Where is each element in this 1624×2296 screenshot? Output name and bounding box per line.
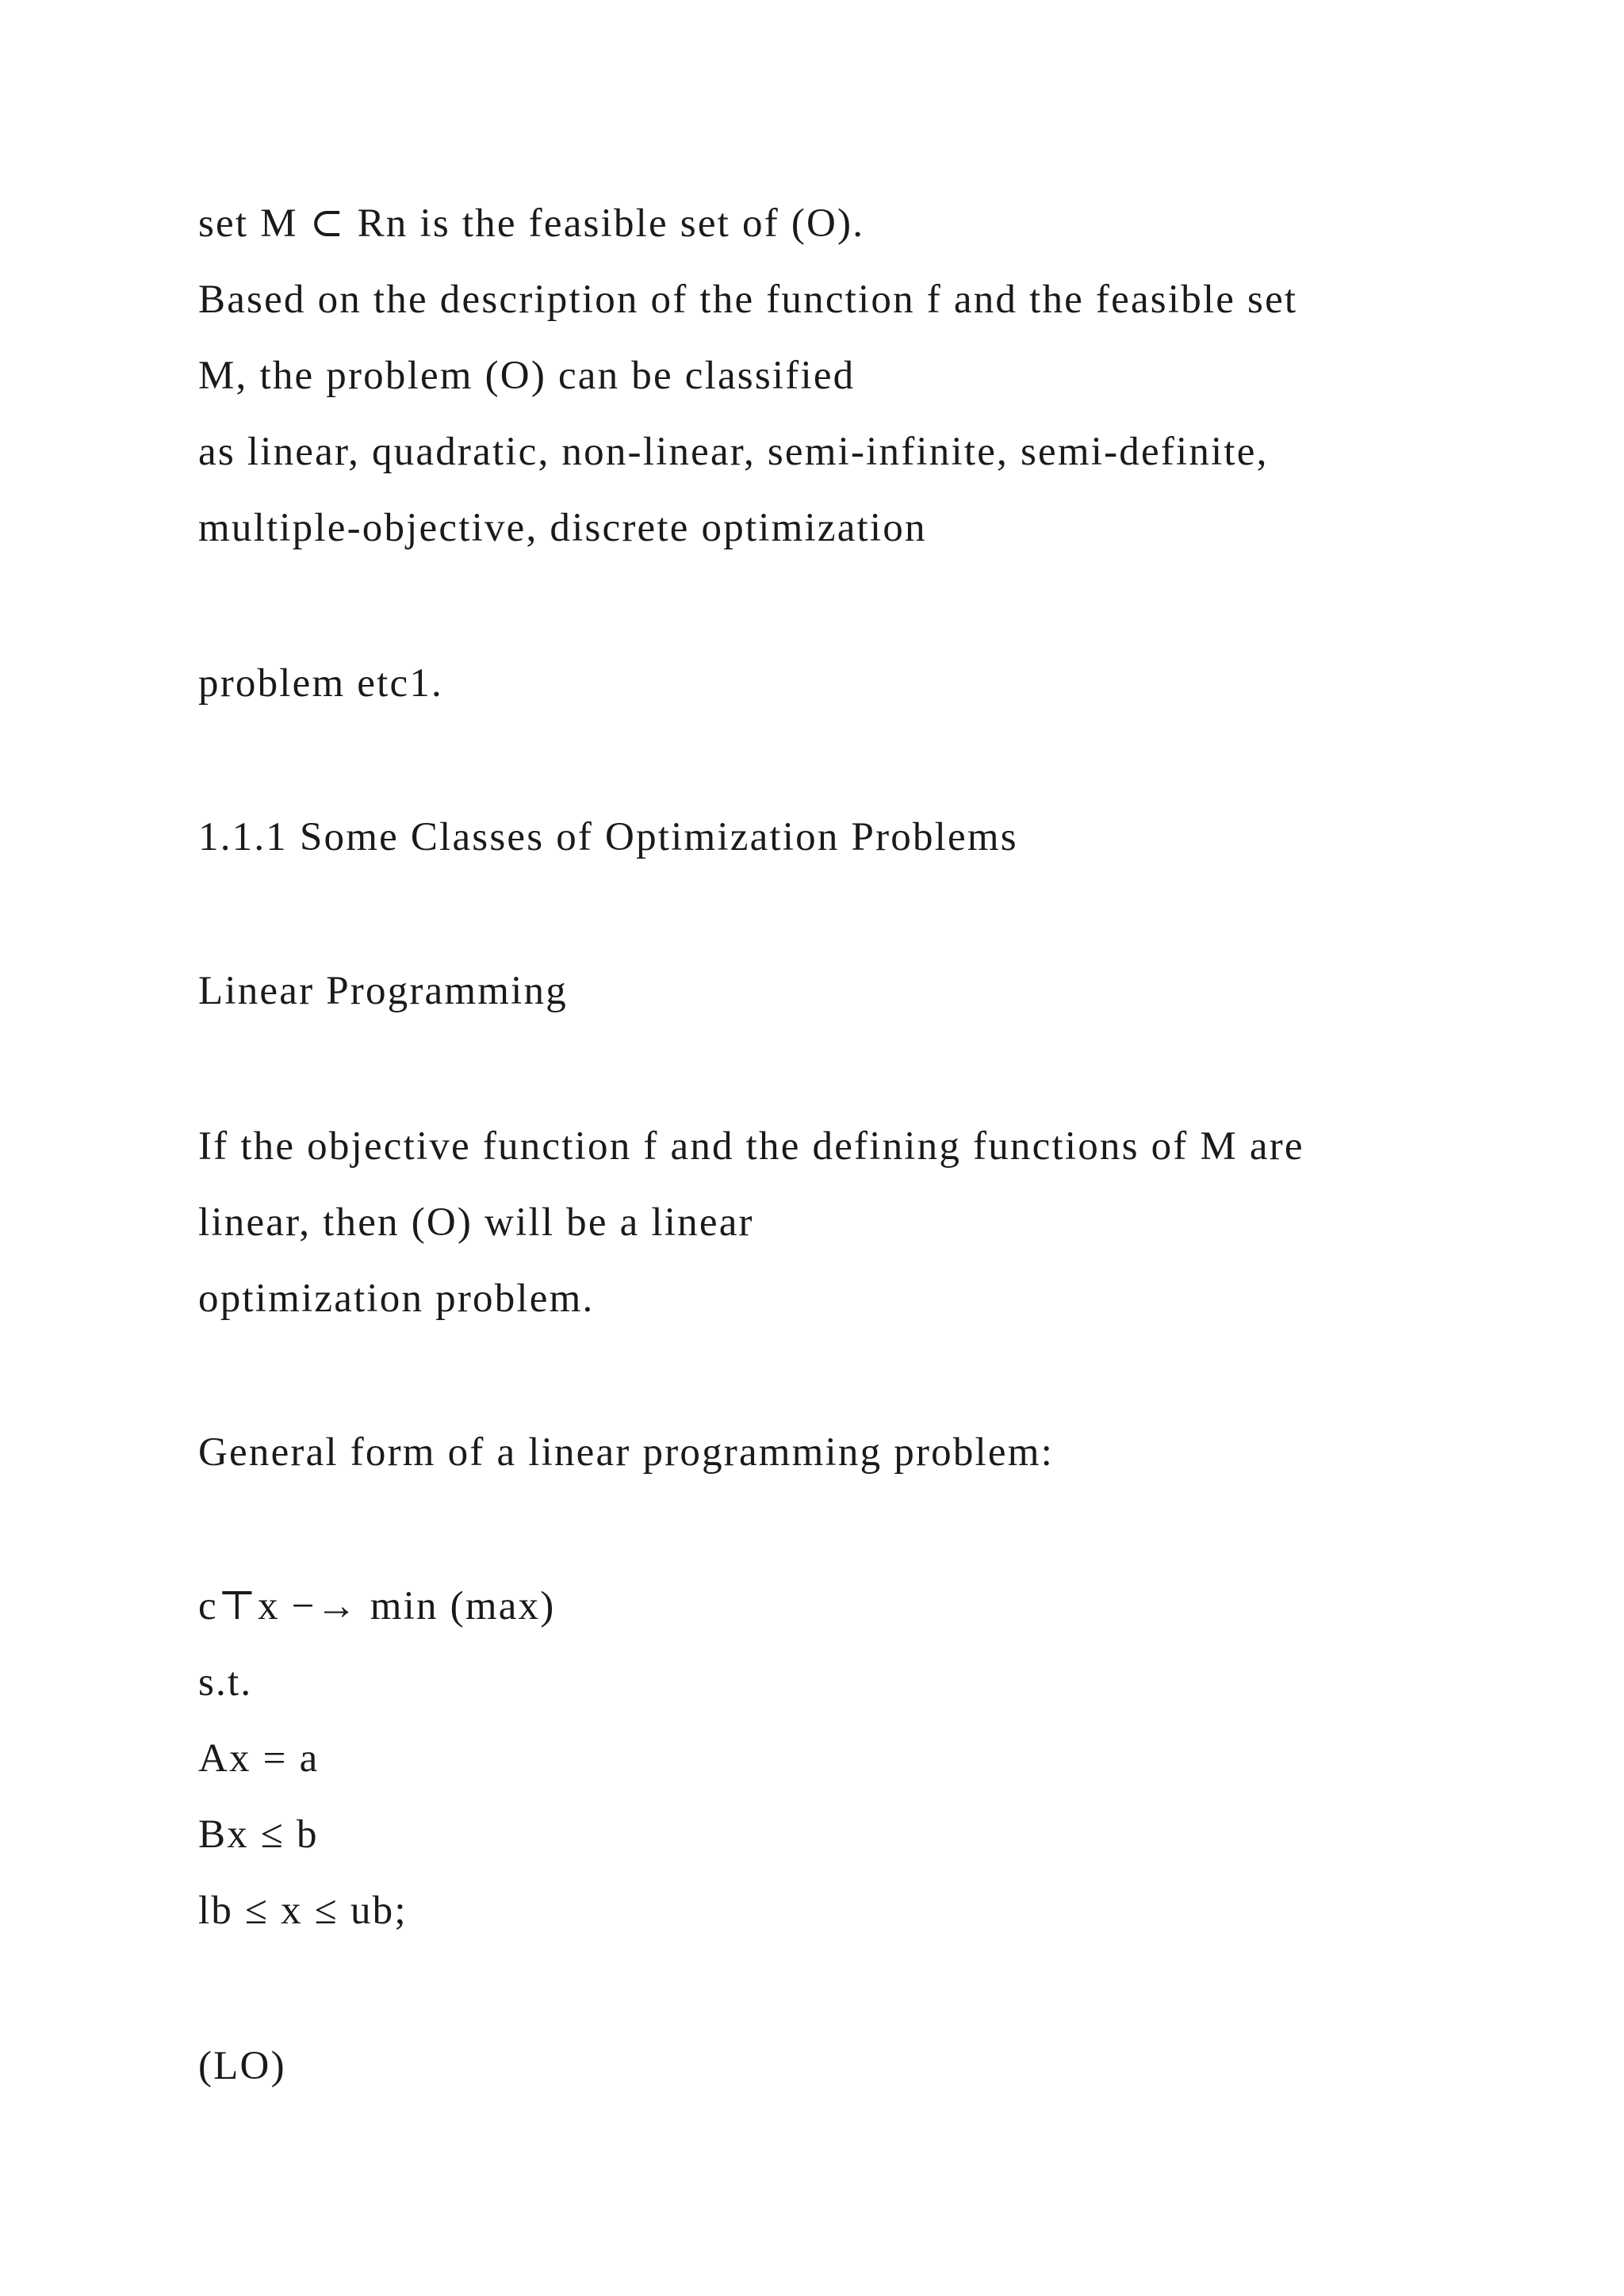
text-line-description: Based on the description of the function f and the feasible set (198, 277, 1298, 322)
formula-subject-to: s.t. (198, 1660, 253, 1705)
subsection-heading: Linear Programming (198, 969, 568, 1013)
formula-inequality-constraint: Bx ≤ b (198, 1812, 319, 1857)
text-line-general-form: General form of a linear programming problem: (198, 1430, 1054, 1475)
text-line-objective: If the objective function f and the defining functions of M are (198, 1124, 1304, 1169)
text-line-classes-list-cont: multiple-objective, discrete optimization (198, 506, 927, 550)
text-line-classes-list: as linear, quadratic, non-linear, semi-infinite, semi-definite, (198, 430, 1269, 474)
text-line-linear: linear, then (O) will be a linear (198, 1200, 754, 1245)
formula-label: (LO) (198, 2044, 286, 2088)
formula-equality-constraint: Ax = a (198, 1736, 320, 1781)
section-heading: 1.1.1 Some Classes of Optimization Problems (198, 815, 1018, 859)
text-line-optimization-problem: optimization problem. (198, 1276, 595, 1321)
formula-objective: c⊤x −→ min (max) (198, 1584, 556, 1628)
text-line-feasible-set: set M ⊂ Rn is the feasible set of (O). (198, 201, 865, 246)
formula-bounds: lb ≤ x ≤ ub; (198, 1888, 408, 1933)
text-line-problem-etc: problem etc1. (198, 661, 444, 706)
text-line-classified: M, the problem (O) can be classified (198, 354, 856, 398)
